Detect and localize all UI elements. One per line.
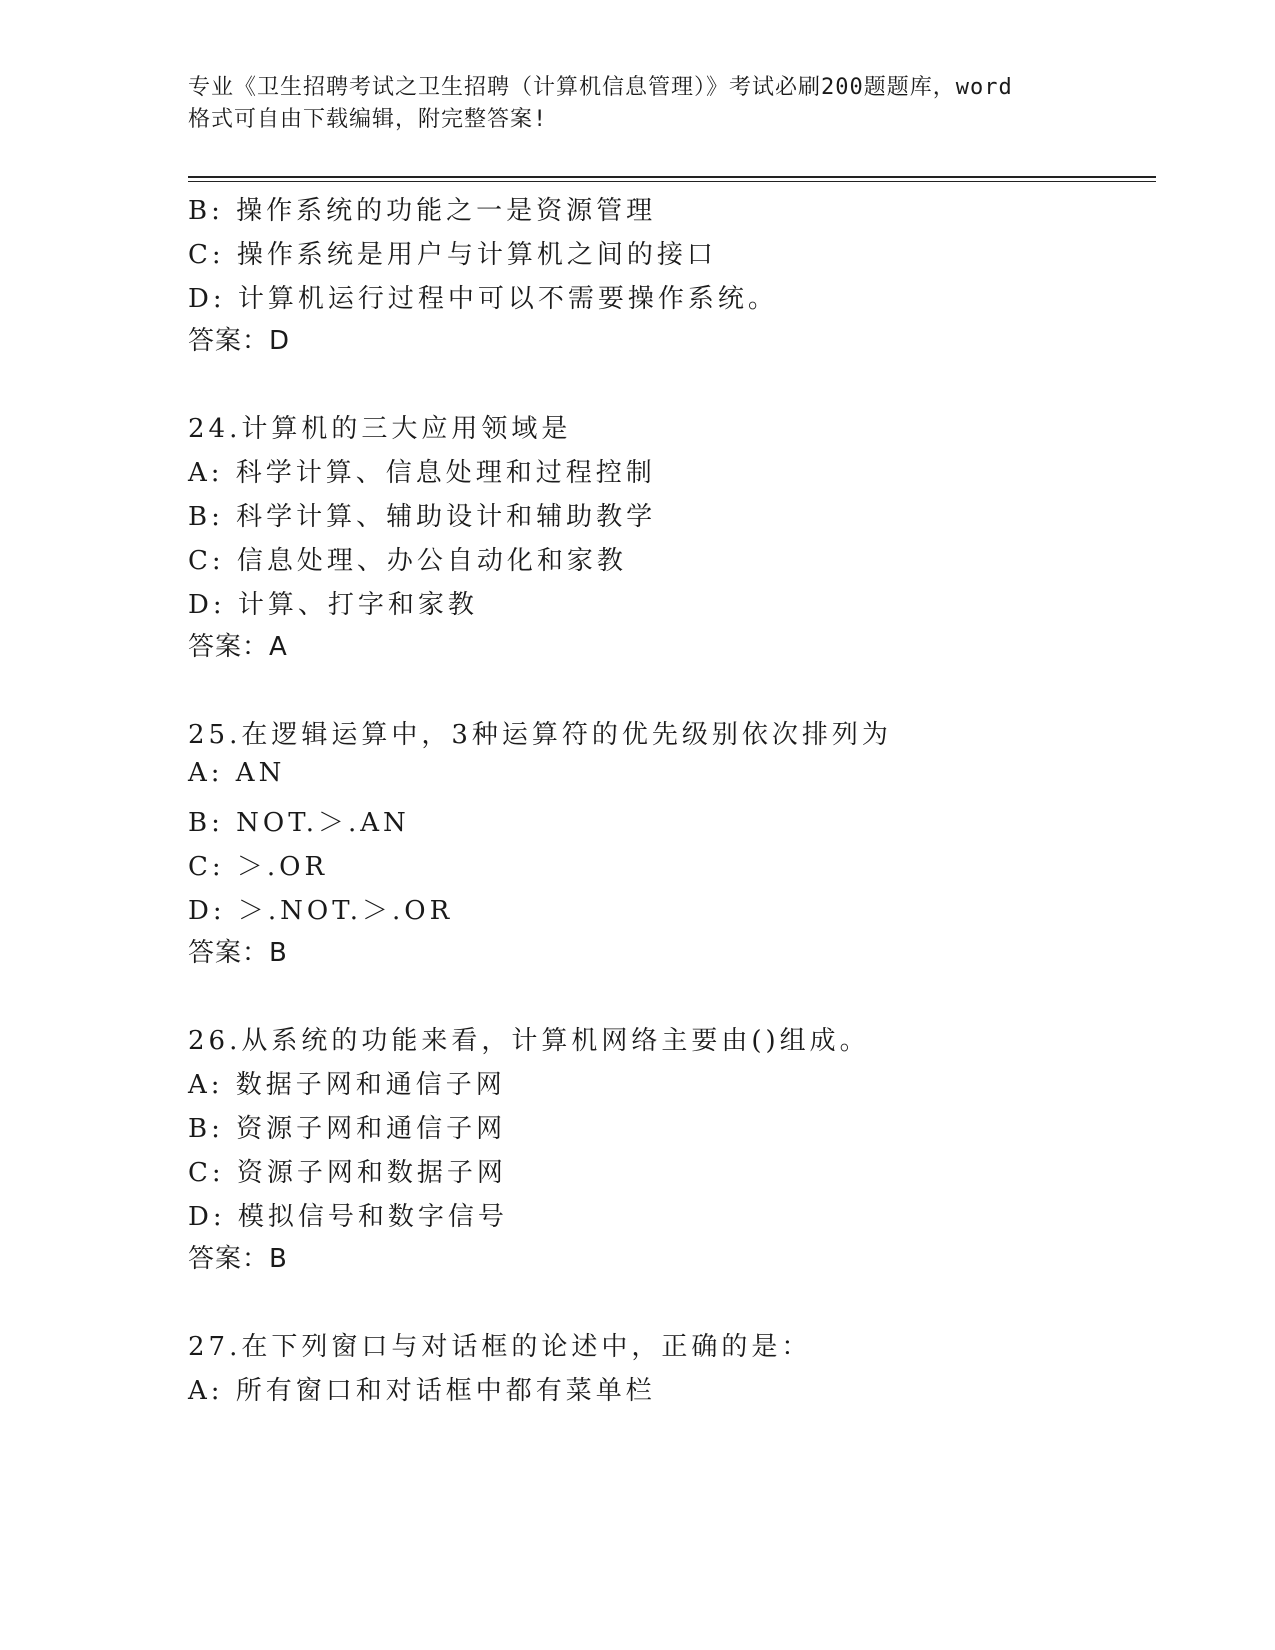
option-c: C: 资源子网和数据子网 [188,1158,507,1188]
option-b: B: 资源子网和通信子网 [188,1114,507,1144]
option-d: D: 计算机运行过程中可以不需要操作系统。 [188,284,778,314]
answer-line: 答案：B [188,938,288,968]
option-d: D: 模拟信号和数字信号 [188,1202,508,1232]
header-divider-thin [188,181,1156,182]
header-divider-thick [188,176,1156,178]
option-a: A: AN [188,758,286,788]
question-stem: 26.从系统的功能来看，计算机网络主要由()组成。 [188,1026,870,1056]
option-b: B: 科学计算、辅助设计和辅助教学 [188,502,657,532]
option-b: B: 操作系统的功能之一是资源管理 [188,196,657,226]
question-stem: 24.计算机的三大应用领域是 [188,414,572,444]
question-stem: 25.在逻辑运算中，3种运算符的优先级别依次排列为 [188,720,892,750]
header-line-1: 专业《卫生招聘考试之卫生招聘（计算机信息管理）》考试必刷200题题库，word [188,75,1013,100]
option-d: D: ＞.NOT.＞.OR [188,896,454,926]
option-d: D: 计算、打字和家教 [188,590,478,620]
option-a: A: 所有窗口和对话框中都有菜单栏 [188,1376,656,1406]
option-a: A: 数据子网和通信子网 [188,1070,506,1100]
option-b: B: NOT.＞.AN [188,808,410,838]
option-c: C: 信息处理、办公自动化和家教 [188,546,627,576]
answer-line: 答案：D [188,326,291,356]
option-a: A: 科学计算、信息处理和过程控制 [188,458,656,488]
option-c: C: ＞.OR [188,852,329,882]
answer-line: 答案：B [188,1244,288,1274]
document-header [188,72,1088,136]
answer-line: 答案：A [188,632,288,662]
option-c: C: 操作系统是用户与计算机之间的接口 [188,240,717,270]
question-stem: 27.在下列窗口与对话框的论述中，正确的是： [188,1332,812,1362]
header-line-2: 格式可自由下载编辑，附完整答案! [188,107,548,132]
